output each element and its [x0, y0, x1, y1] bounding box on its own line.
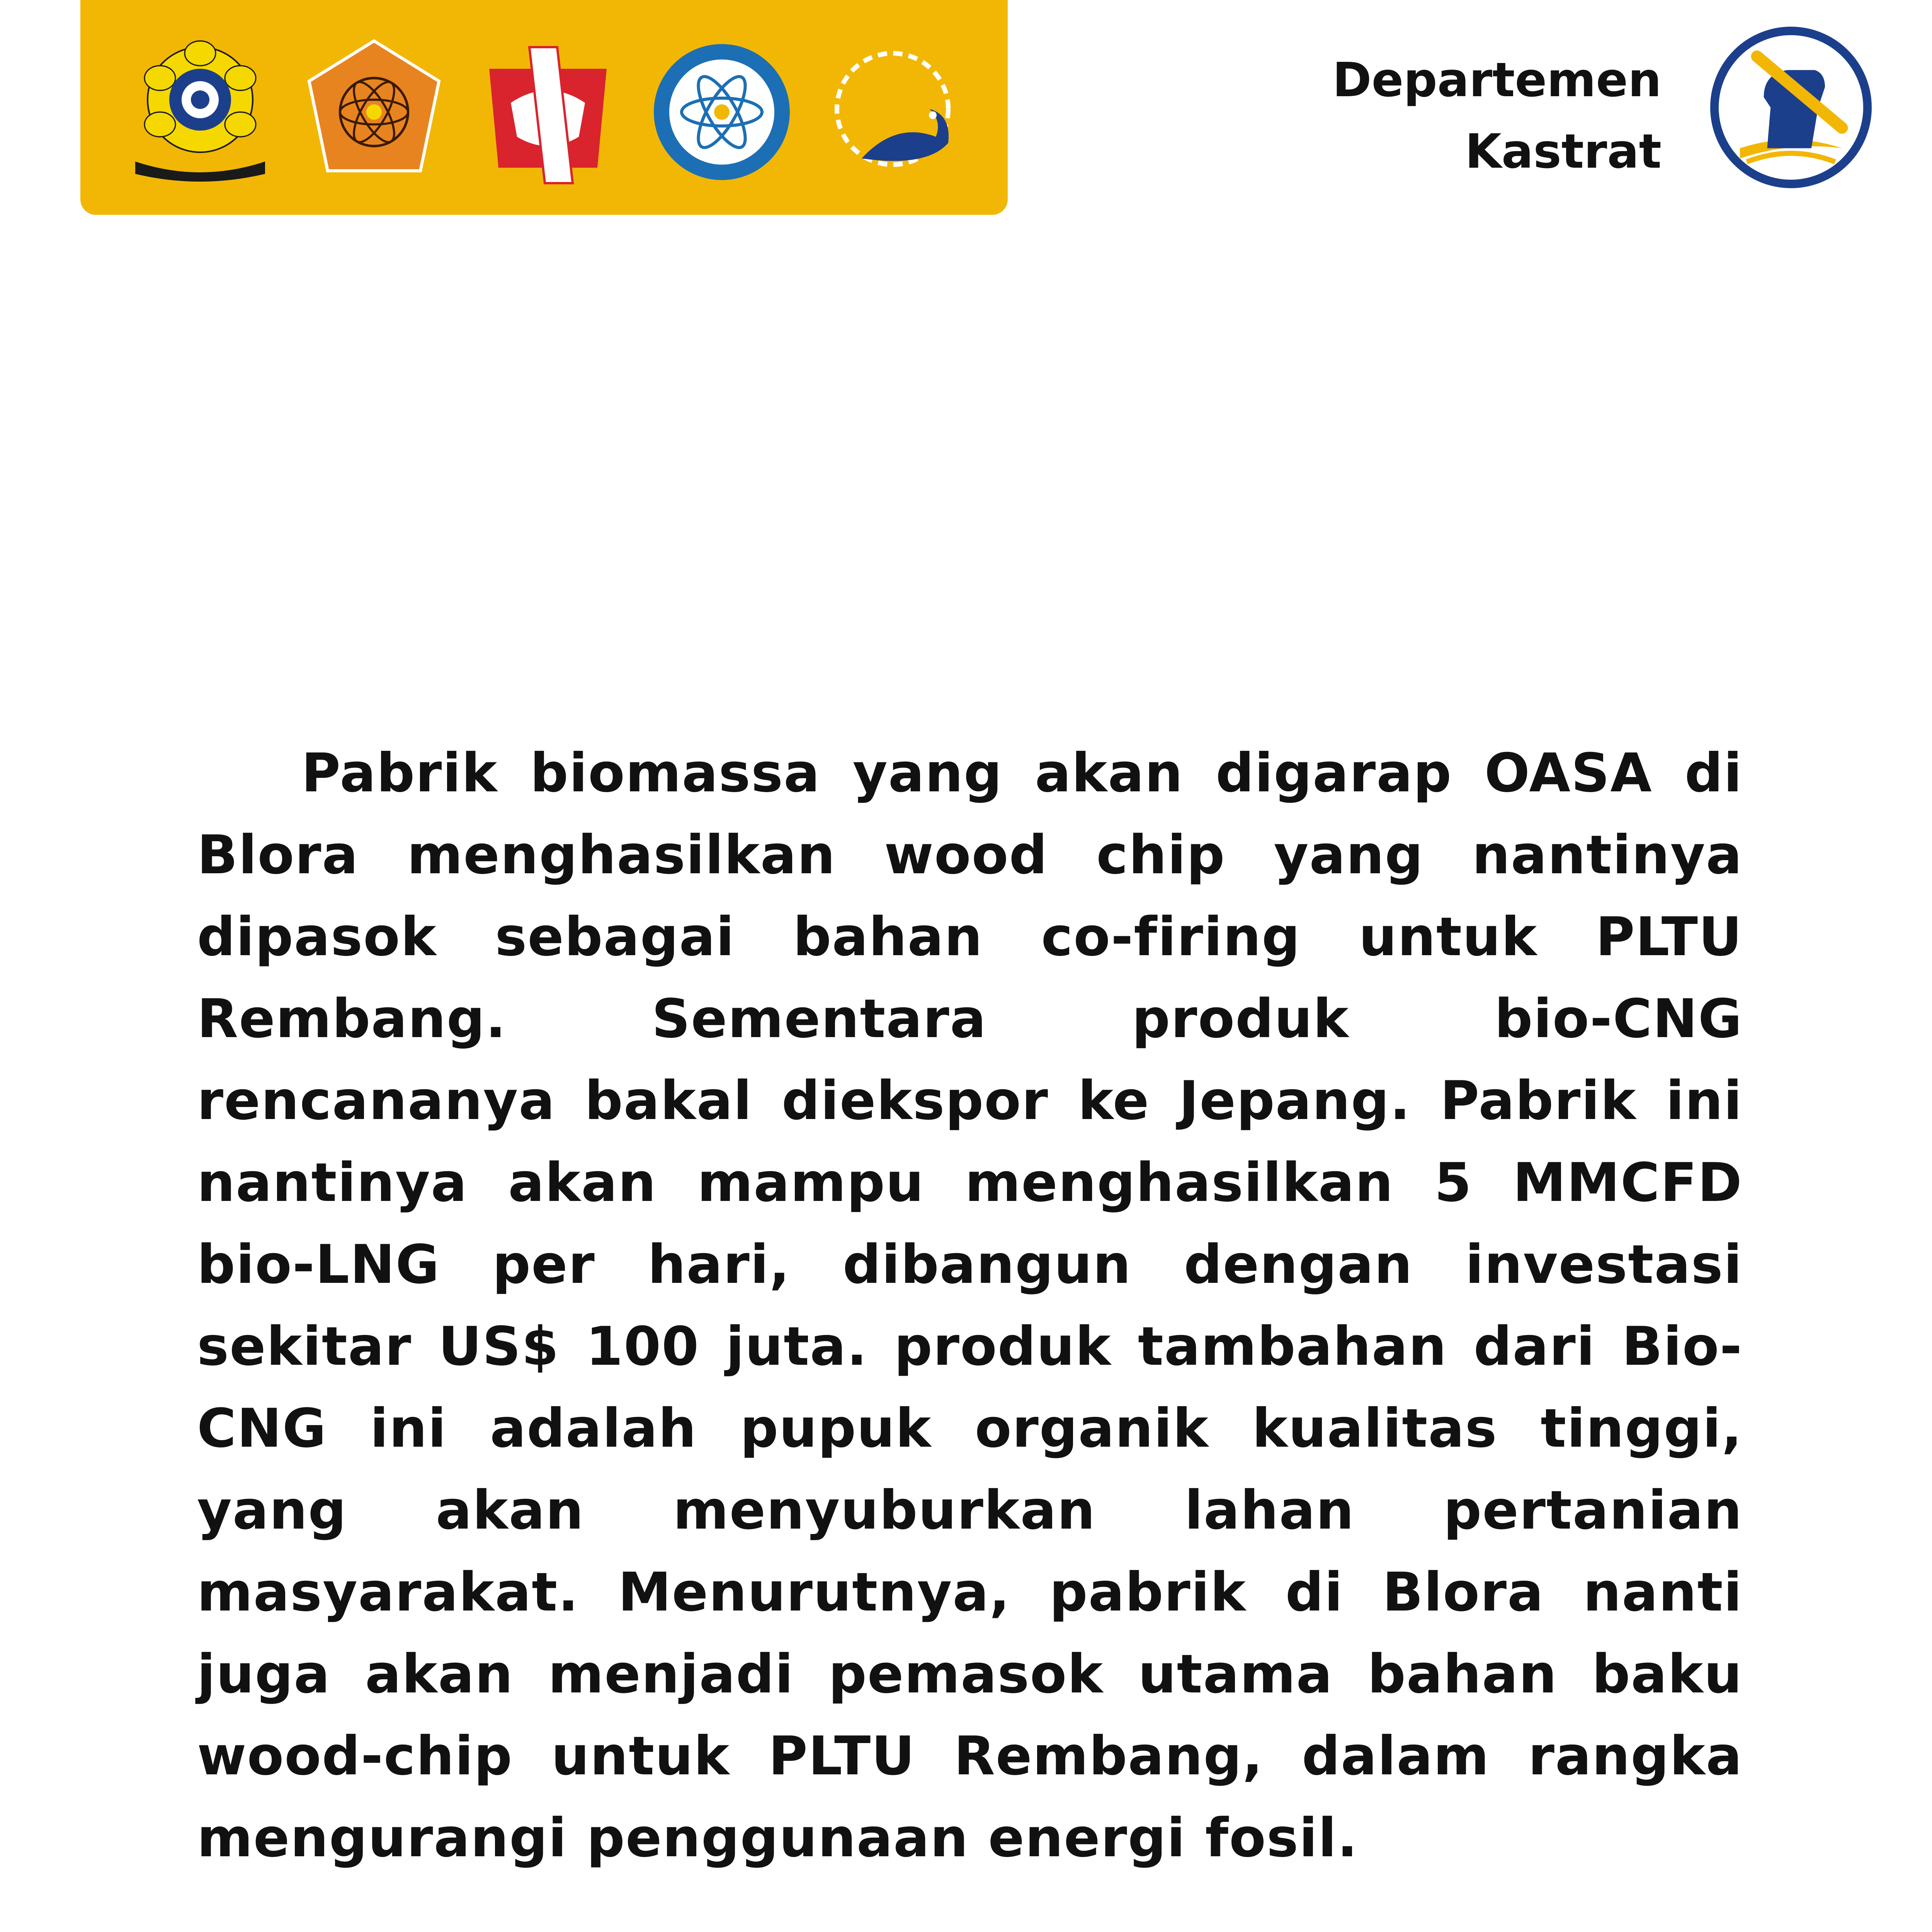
himafia-logo [645, 35, 799, 189]
department-title-line1: Departemen [1332, 53, 1662, 107]
akara-cakrawala-logo [818, 35, 973, 189]
article-paragraph: Pabrik biomassa yang akan digarap OASA di Blora menghasilkan wood chip yang nantinya dipasok sebagai bahan co-firing untuk PLTU Rembang. Sementara produk bio-CNG rencananya bakal diekspor ke Jepang. Pabrik ini nantinya akan mampu menghasilkan 5 MMCFD bio-LNG per hari, dibangun dengan investasi sekitar US$ 100 juta. produk tambahan dari Bio-CNG ini adalah pupuk organik kualitas tinggi, yang akan menyuburkan lahan pertanian masyarakat. Menurutnya, pabrik di Blora nanti juga akan menjadi pemasok utama bahan baku wood-chip untuk PLTU Rembang, dalam rangka mengurangi penggunaan energi fosil. [197, 742, 1743, 1869]
article-body [197, 732, 1743, 1879]
kastrat-fist-logo [1706, 22, 1876, 192]
red-white-emblem-logo [471, 35, 625, 189]
partner-logo-bar [80, 0, 1008, 215]
department-title-line2: Kastrat [1465, 124, 1662, 179]
department-title [1198, 44, 1662, 187]
keluarga-mahasiswa-logo [297, 35, 451, 189]
university-seal-logo [123, 35, 277, 189]
